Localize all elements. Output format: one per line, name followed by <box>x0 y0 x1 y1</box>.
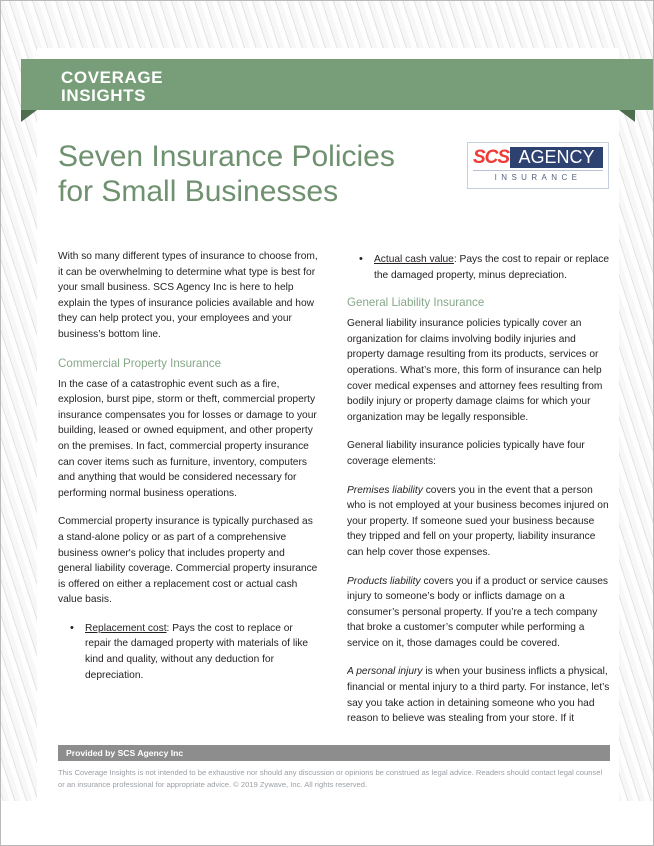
banner-tail-left-icon <box>21 110 37 122</box>
premises-liability-text: covers you in the event that a person who is not employed at your business becomes injured on your property. If someone sued your business because they tripped and fell on your property, liability insurance can help cover those expenses. <box>347 484 609 558</box>
banner-title-line2: INSIGHTS <box>61 86 147 105</box>
section-heading-commercial-property: Commercial Property Insurance <box>58 356 222 370</box>
page-title <box>58 139 458 209</box>
products-liability-text: covers you if a product or service causes injury to someone’s body or inflicts damage on a consumer’s personal property. If you’re a tech company that broke a customer’s computer while performing a service on it, those damages could be covered. <box>347 575 609 649</box>
logo-wordmark-row <box>473 147 603 168</box>
right-column <box>347 249 610 734</box>
footer-disclaimer: This Coverage Insights is not intended to be exhaustive nor should any discussion or opinions be construed as legal advice. Readers should contact legal counsel or an insurance professional for appropriate advice. © 2019 Zywave, Inc. All rights reserved. <box>58 768 603 789</box>
left-column <box>58 249 321 734</box>
list-item <box>85 621 321 683</box>
actual-cash-value-bullet-list <box>347 252 610 283</box>
article-body <box>58 249 610 734</box>
bullet-term-replacement-cost: Replacement cost <box>85 622 167 634</box>
scs-agency-logo <box>467 142 609 189</box>
bullet-term-actual-cash-value: Actual cash value <box>374 254 454 265</box>
list-item <box>374 252 610 283</box>
products-liability-lead: Products liability <box>347 575 421 587</box>
general-liability-paragraph-1: General liability insurance policies typically cover an organization for claims involving bodily injuries and property damage resulting from its products, services or operations. What’s more, this form of insurance can help cover medical expenses and attorney fees resulting from bodily injury or property damage claims for which your organization may be legally responsible. <box>347 318 603 423</box>
commercial-property-paragraph-2: Commercial property insurance is typically purchased as a stand-alone policy or as part of a comprehensive business owner's policy that includes property and general liability coverage. Commercial property insurance is offered on either a replacement cost or actual cash value basis. <box>58 516 318 606</box>
logo-agency-word: AGENCY <box>510 147 603 168</box>
banner-title <box>61 69 421 105</box>
logo-scs-mark: SCS <box>473 147 510 168</box>
commercial-property-bullet-list <box>58 621 321 683</box>
premises-liability-lead: Premises liability <box>347 484 423 496</box>
personal-injury-lead: A personal injury <box>347 666 423 678</box>
banner-title-line1: COVERAGE <box>61 68 164 87</box>
bullet-text-actual-cash-value: : Pays the cost to repair or replace the damaged property, minus depreciation. <box>374 254 610 281</box>
logo-insurance-tagline: INSURANCE <box>473 170 603 182</box>
bullet-text-replacement-cost: : Pays the cost to replace or repair the damaged property with materials of like kind and quality, without any deduction for depreciation. <box>85 622 309 681</box>
section-heading-general-liability: General Liability Insurance <box>347 296 485 310</box>
personal-injury-text: is when your business inflicts a physical, financial or mental injury to a third party. For instance, let’s say you take action in detaining someone who you had reason to believe was stealing from your store. If it <box>347 666 610 725</box>
products-liability-paragraph <box>347 574 610 652</box>
footer-provided-by: Provided by SCS Agency Inc <box>66 748 184 758</box>
page-sheet-bottom <box>1 801 653 845</box>
footer-bar <box>58 745 610 761</box>
general-liability-paragraph-2: General liability insurance policies typically have four coverage elements: <box>347 440 585 467</box>
commercial-property-paragraph-1: In the case of a catastrophic event such as a fire, explosion, burst pipe, storm or theft, commercial property insurance compensates you for losses or damage to your building, leased or owned equipment, and other property on the premises. In fact, commercial property insurance can cover items such as furniture, inventory, computers and anything that would be considered necessary for performing normal business operations. <box>58 378 317 499</box>
page-title-line1: Seven Insurance Policies <box>58 140 395 173</box>
premises-liability-paragraph <box>347 483 610 561</box>
page-title-line2: for Small Businesses <box>58 175 339 208</box>
banner-tail-right-icon <box>619 110 635 122</box>
intro-paragraph: With so many different types of insurance to choose from, it can be overwhelming to determine what type is best for your small business. SCS Agency Inc is here to help explain the types of insurance policies available and how they can help protect you, your employees and your business’s bottom line. <box>58 251 318 340</box>
personal-injury-paragraph <box>347 664 610 726</box>
